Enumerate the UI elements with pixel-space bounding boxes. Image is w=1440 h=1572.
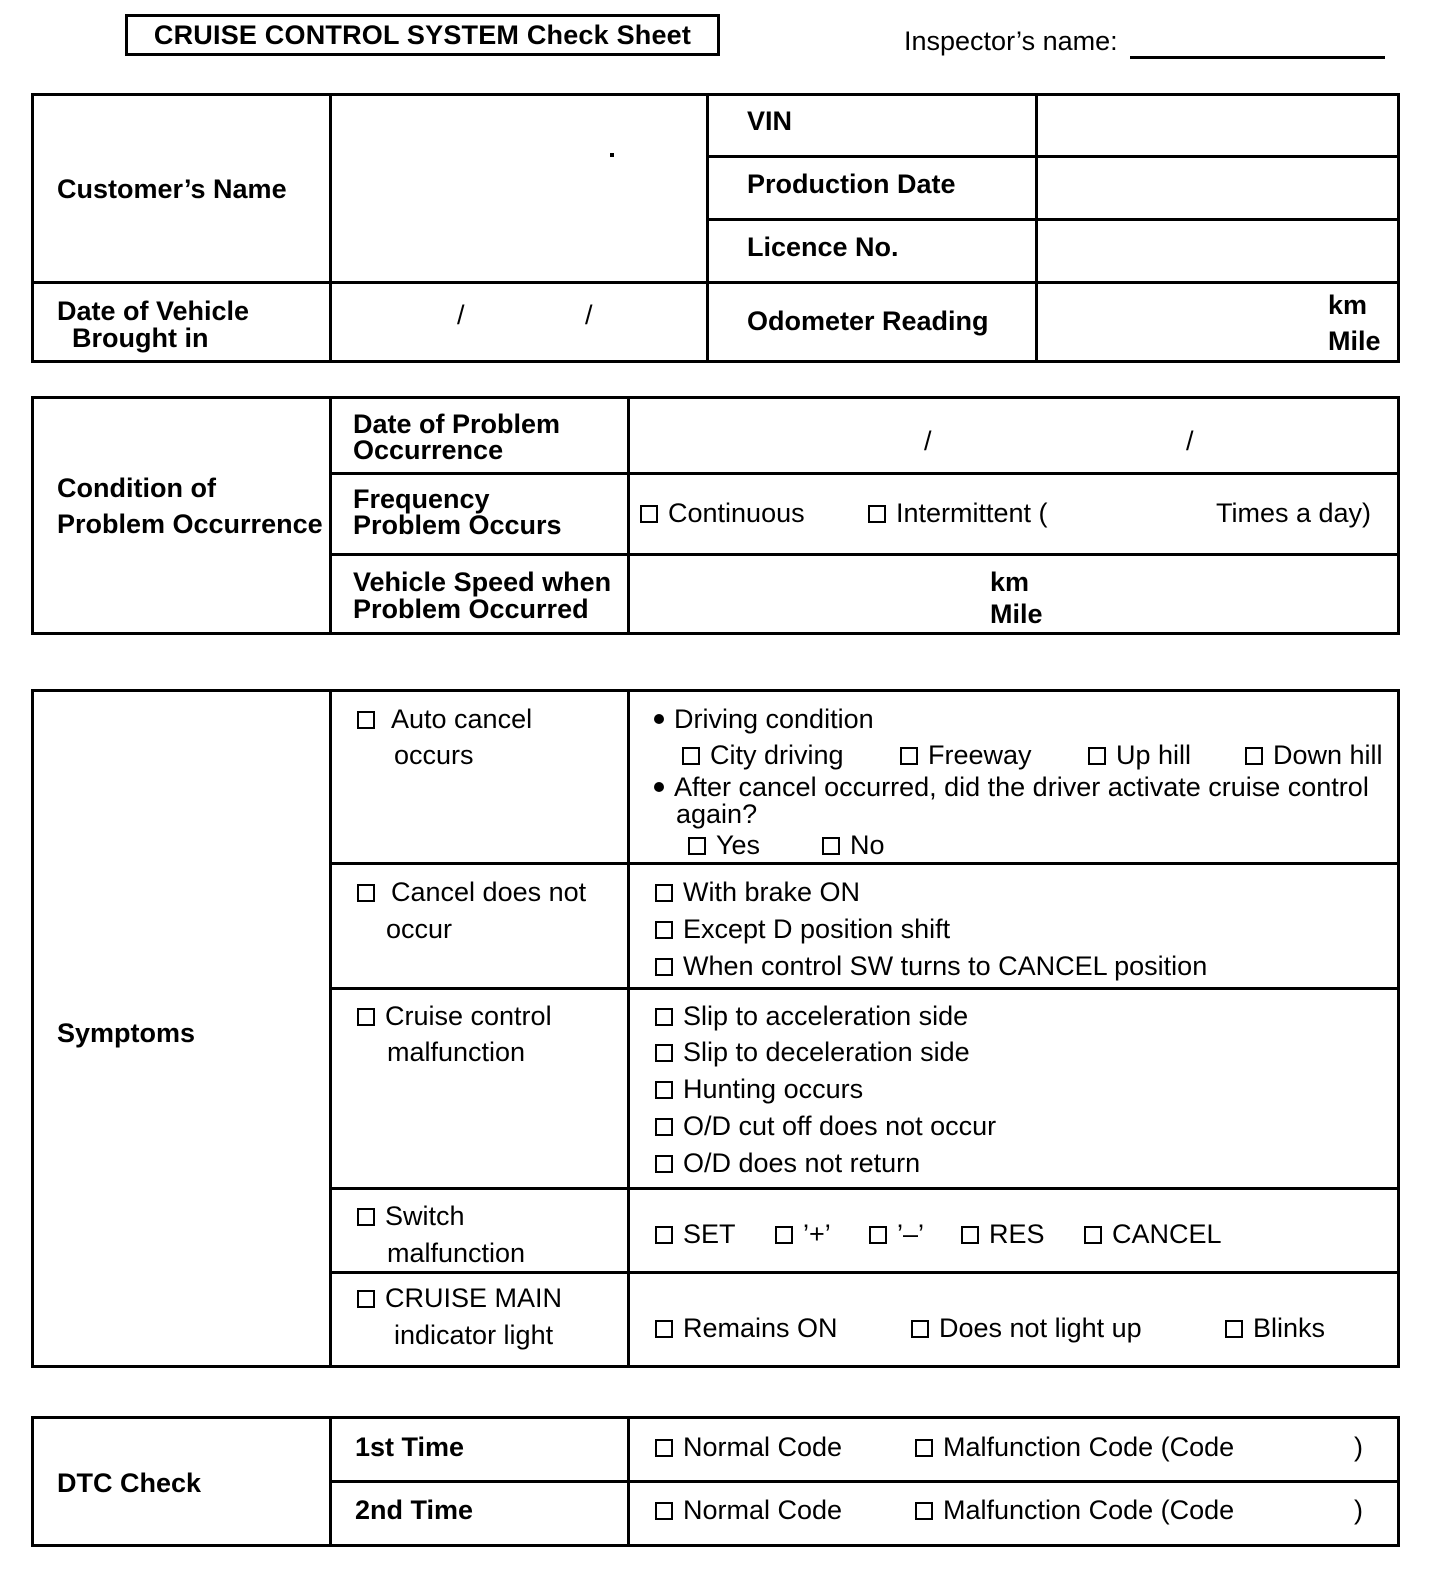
second-malfunction-code-option[interactable]: Malfunction Code (Code	[915, 1497, 1234, 1524]
control-sw-cancel-option[interactable]: When control SW turns to CANCEL position	[655, 953, 1207, 980]
auto-cancel-option[interactable]: Auto cancel	[357, 706, 532, 733]
date-brought-label-line2: Brought in	[72, 323, 209, 353]
yes-option[interactable]: Yes	[688, 832, 760, 859]
inspector-label: Inspector’s name:	[904, 26, 1118, 56]
reactivate-question-line1: After cancel occurred, did the driver activate cruise control	[654, 774, 1369, 801]
checkbox[interactable]	[655, 1502, 673, 1520]
reactivate-question-line2: again?	[676, 799, 758, 829]
condition-label-line1: Condition of	[57, 473, 216, 503]
date-separator: /	[585, 300, 593, 330]
date-separator: /	[924, 426, 932, 456]
checkbox[interactable]	[682, 747, 700, 765]
dtc-check-label: DTC Check	[57, 1468, 202, 1498]
main-indicator-option[interactable]: CRUISE MAIN	[357, 1285, 562, 1312]
hunting-occurs-option[interactable]: Hunting occurs	[655, 1076, 863, 1103]
slip-acceleration-option[interactable]: Slip to acceleration side	[655, 1003, 968, 1030]
checkbox[interactable]	[915, 1439, 933, 1457]
licence-label: Licence No.	[747, 232, 899, 262]
switch-minus-option[interactable]: ’–’	[869, 1221, 924, 1248]
checkbox[interactable]	[655, 1118, 673, 1136]
speed-label-line2: Problem Occurred	[353, 594, 589, 624]
vin-label: VIN	[747, 106, 793, 136]
intermittent-option[interactable]: Intermittent (	[868, 500, 1048, 527]
switch-res-option[interactable]: RES	[961, 1221, 1045, 1248]
checkbox[interactable]	[655, 1081, 673, 1099]
checkbox[interactable]	[775, 1226, 793, 1244]
symptoms-label: Symptoms	[57, 1018, 196, 1048]
checkbox[interactable]	[655, 958, 673, 976]
checkbox[interactable]	[1225, 1320, 1243, 1338]
city-driving-option[interactable]: City driving	[682, 742, 844, 769]
checkbox[interactable]	[655, 921, 673, 939]
cruise-malfunction-option[interactable]: Cruise control	[357, 1003, 552, 1030]
problem-date-label-line1: Date of Problem	[353, 409, 561, 439]
close-paren: )	[1354, 1495, 1363, 1525]
switch-malfunction-option[interactable]: Switch	[357, 1203, 465, 1230]
auto-cancel-label-line2: occurs	[394, 740, 474, 770]
cancel-not-occur-option[interactable]: Cancel does not	[357, 879, 586, 906]
checkbox[interactable]	[655, 1226, 673, 1244]
inspector-name-line[interactable]	[1130, 56, 1385, 59]
customer-name-label: Customer’s Name	[57, 174, 287, 204]
odometer-label: Odometer Reading	[747, 306, 989, 336]
remains-on-option[interactable]: Remains ON	[655, 1315, 838, 1342]
cruise-malfunction-label-line2: malfunction	[387, 1037, 526, 1067]
checkbox[interactable]	[655, 1320, 673, 1338]
speed-unit-mile: Mile	[990, 599, 1043, 629]
blinks-option[interactable]: Blinks	[1225, 1315, 1325, 1342]
checkbox[interactable]	[655, 1044, 673, 1062]
checkbox[interactable]	[655, 1439, 673, 1457]
date-separator: /	[457, 300, 465, 330]
checkbox[interactable]	[961, 1226, 979, 1244]
checkbox[interactable]	[357, 711, 375, 729]
checkbox[interactable]	[915, 1502, 933, 1520]
checkbox[interactable]	[1245, 747, 1263, 765]
checkbox[interactable]	[1088, 747, 1106, 765]
date-brought-label-line1: Date of Vehicle	[57, 296, 250, 326]
condition-label-line2: Problem Occurrence	[57, 509, 323, 539]
checkbox[interactable]	[640, 505, 658, 523]
cancel-not-occur-label-line2: occur	[386, 914, 453, 944]
speed-label-line1: Vehicle Speed when	[353, 567, 612, 597]
frequency-label-line1: Frequency	[353, 484, 490, 514]
bullet-icon	[654, 782, 664, 792]
checkbox[interactable]	[655, 884, 673, 902]
checkbox[interactable]	[688, 837, 706, 855]
freeway-option[interactable]: Freeway	[900, 742, 1032, 769]
continuous-option[interactable]: Continuous	[640, 500, 805, 527]
uphill-option[interactable]: Up hill	[1088, 742, 1191, 769]
except-d-position-option[interactable]: Except D position shift	[655, 916, 950, 943]
date-separator: /	[1186, 426, 1194, 456]
checkbox[interactable]	[357, 1008, 375, 1026]
no-option[interactable]: No	[822, 832, 885, 859]
with-brake-on-option[interactable]: With brake ON	[655, 879, 860, 906]
close-paren: )	[1354, 1432, 1363, 1462]
switch-plus-option[interactable]: ’+’	[775, 1221, 831, 1248]
checkbox[interactable]	[869, 1226, 887, 1244]
odometer-unit-km: km	[1328, 290, 1368, 320]
od-not-return-option[interactable]: O/D does not return	[655, 1150, 920, 1177]
checkbox[interactable]	[911, 1320, 929, 1338]
first-time-label: 1st Time	[355, 1432, 465, 1462]
problem-date-label-line2: Occurrence	[353, 435, 504, 465]
checkbox[interactable]	[655, 1008, 673, 1026]
checkbox[interactable]	[357, 884, 375, 902]
stray-dot	[610, 153, 614, 157]
checkbox[interactable]	[822, 837, 840, 855]
checkbox[interactable]	[900, 747, 918, 765]
switch-set-option[interactable]: SET	[655, 1221, 736, 1248]
switch-cancel-option[interactable]: CANCEL	[1084, 1221, 1222, 1248]
checkbox[interactable]	[655, 1155, 673, 1173]
first-normal-code-option[interactable]: Normal Code	[655, 1434, 842, 1461]
second-normal-code-option[interactable]: Normal Code	[655, 1497, 842, 1524]
checkbox[interactable]	[357, 1290, 375, 1308]
main-indicator-label-line2: indicator light	[394, 1320, 554, 1350]
slip-deceleration-option[interactable]: Slip to deceleration side	[655, 1039, 970, 1066]
first-malfunction-code-option[interactable]: Malfunction Code (Code	[915, 1434, 1234, 1461]
times-a-day-label: Times a day)	[1216, 498, 1372, 528]
driving-condition-label: Driving condition	[654, 706, 874, 733]
downhill-option[interactable]: Down hill	[1245, 742, 1383, 769]
checkbox[interactable]	[1084, 1226, 1102, 1244]
checkbox[interactable]	[868, 505, 886, 523]
checkbox[interactable]	[357, 1208, 375, 1226]
frequency-label-line2: Problem Occurs	[353, 510, 562, 540]
production-date-label: Production Date	[747, 169, 956, 199]
bullet-icon	[654, 714, 664, 724]
odometer-unit-mile: Mile	[1328, 326, 1381, 356]
not-light-up-option[interactable]: Does not light up	[911, 1315, 1142, 1342]
od-cutoff-option[interactable]: O/D cut off does not occur	[655, 1113, 996, 1140]
second-time-label: 2nd Time	[355, 1495, 474, 1525]
switch-malfunction-label-line2: malfunction	[387, 1238, 526, 1268]
page-title: CRUISE CONTROL SYSTEM Check Sheet	[125, 14, 720, 56]
speed-unit-km: km	[990, 567, 1030, 597]
